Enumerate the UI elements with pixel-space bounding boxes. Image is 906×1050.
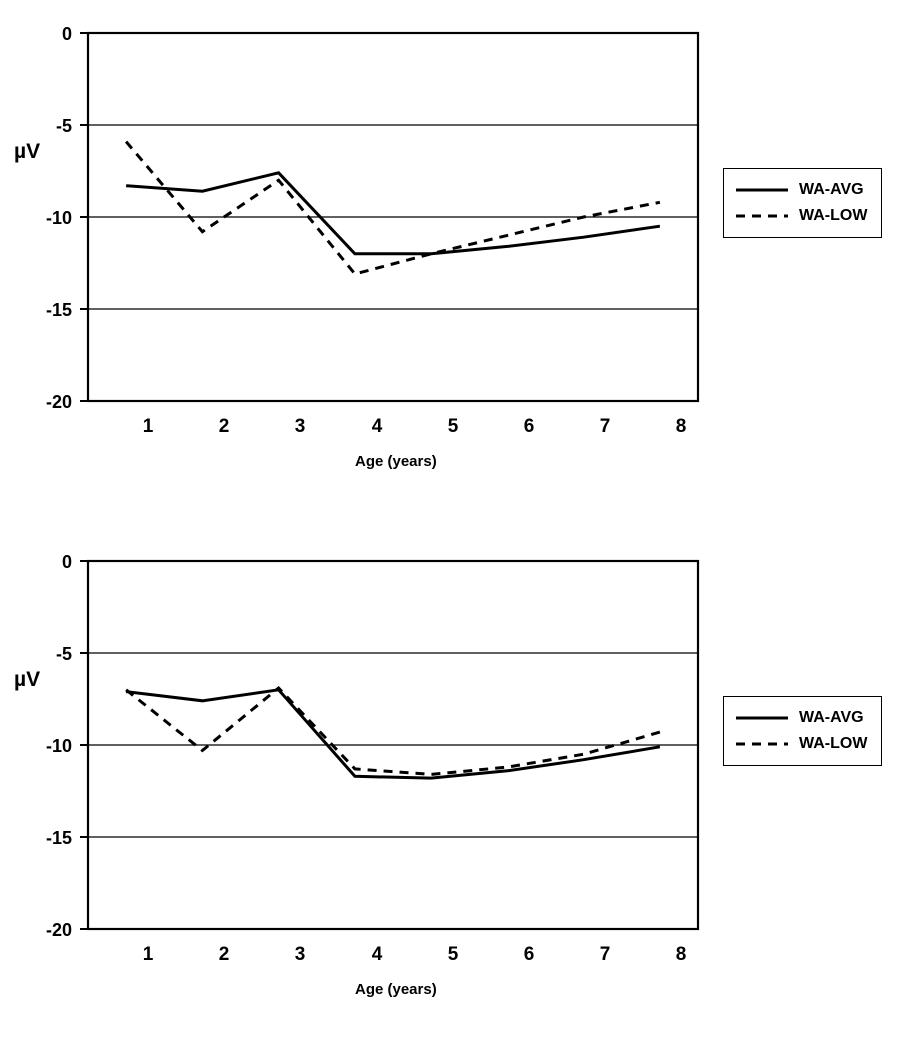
legend-label: WA-AVG	[799, 181, 864, 198]
y-tick-label: 0	[61, 24, 72, 44]
y-tick-label: -15	[45, 828, 72, 848]
legend-label: WA-AVG	[799, 709, 864, 726]
x-tick-label: 6	[523, 944, 535, 965]
legend-item-wa-low	[734, 731, 867, 757]
x-tick-label: 2	[218, 944, 230, 965]
x-tick-label: 8	[675, 416, 687, 437]
x-tick-label: 3	[294, 416, 306, 437]
x-tick-label: 7	[599, 416, 611, 437]
x-tick-label: 4	[371, 416, 383, 437]
legend-key-dashed-icon	[734, 737, 790, 751]
x-tick-label: 3	[294, 944, 306, 965]
x-tick-label: 1	[142, 416, 154, 437]
legend-key-solid-icon	[734, 183, 790, 197]
x-tick-label: 1	[142, 944, 154, 965]
y-tick-label: -20	[45, 392, 72, 412]
chart-top	[0, 0, 906, 500]
chart-bottom-plot	[0, 528, 720, 1028]
legend	[723, 696, 882, 766]
legend-key-solid-icon	[734, 711, 790, 725]
x-tick-label: 6	[523, 416, 535, 437]
legend-item-wa-avg	[734, 705, 867, 731]
legend-key-dashed-icon	[734, 209, 790, 223]
y-tick-label: 0	[61, 552, 72, 572]
x-tick-label: 5	[447, 416, 459, 437]
chart-bottom-svg	[0, 528, 720, 1028]
chart-top-svg	[0, 0, 720, 500]
y-tick-label: -20	[45, 920, 72, 940]
legend	[723, 168, 882, 238]
x-tick-label: 8	[675, 944, 687, 965]
chart-bottom	[0, 528, 906, 1028]
x-axis-label: Age (years)	[355, 453, 437, 470]
x-axis-label: Age (years)	[355, 981, 437, 998]
y-axis-label: µV	[14, 140, 41, 163]
y-tick-label: -5	[55, 116, 72, 136]
y-tick-label: -15	[45, 300, 72, 320]
legend-item-wa-low	[734, 203, 867, 229]
y-tick-label: -10	[45, 208, 72, 228]
x-tick-label: 2	[218, 416, 230, 437]
y-axis-label: µV	[14, 668, 41, 691]
y-tick-label: -5	[55, 644, 72, 664]
x-tick-label: 5	[447, 944, 459, 965]
y-tick-label: -10	[45, 736, 72, 756]
x-tick-label: 4	[371, 944, 383, 965]
x-tick-label: 7	[599, 944, 611, 965]
chart-top-plot	[0, 0, 720, 500]
legend-item-wa-avg	[734, 177, 867, 203]
legend-label: WA-LOW	[799, 735, 868, 752]
legend-label: WA-LOW	[799, 207, 868, 224]
